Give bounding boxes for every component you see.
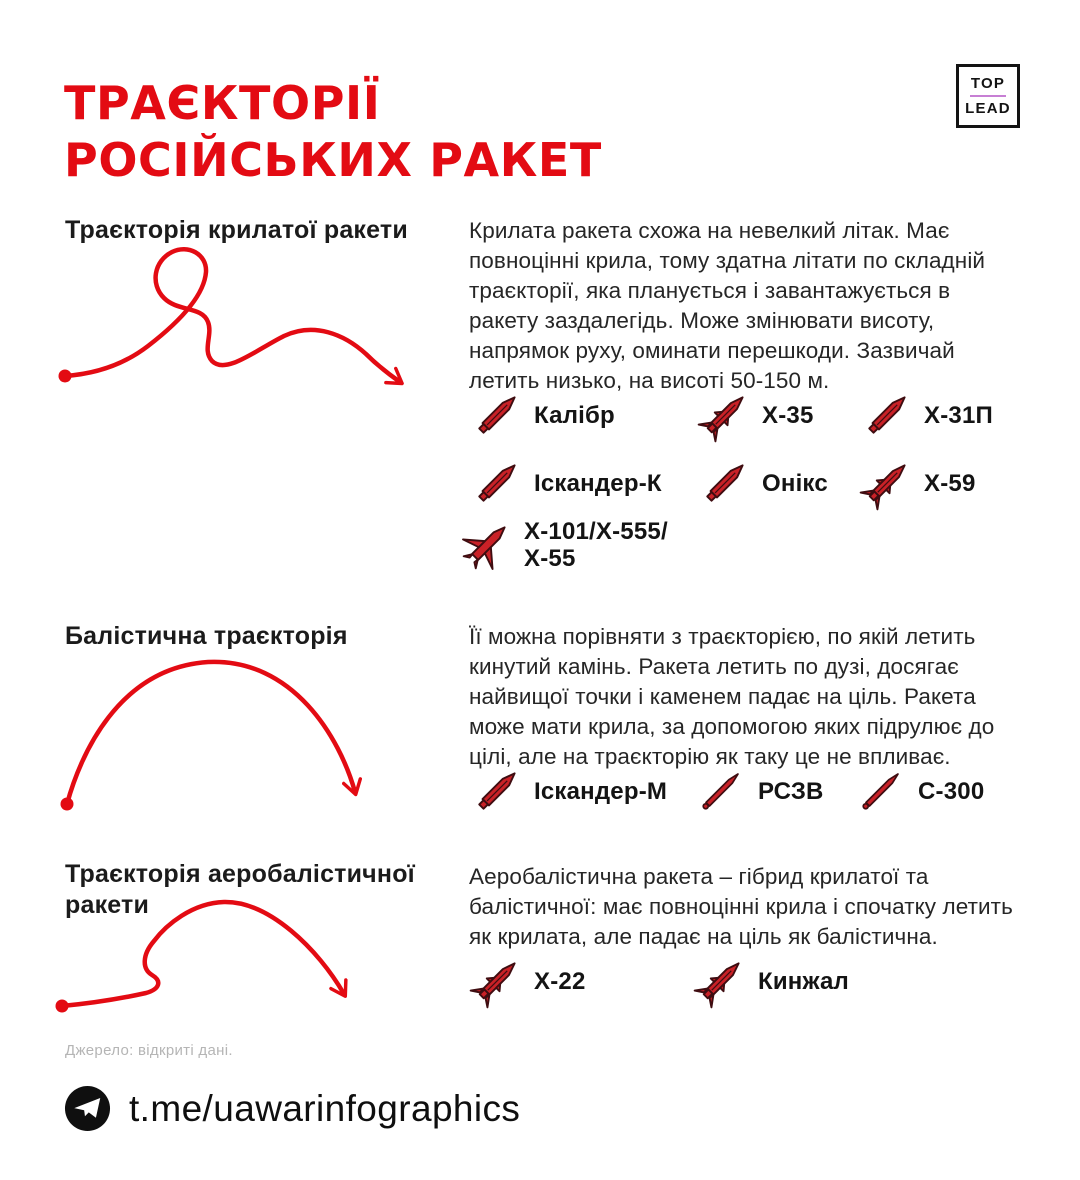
missile-item — [696, 384, 814, 446]
missile-name: РСЗВ — [758, 777, 824, 805]
missile-plain-icon — [468, 387, 525, 444]
toplead-logo — [956, 64, 1020, 128]
missile-plain-icon — [858, 387, 915, 444]
missile-item — [692, 760, 824, 822]
missile-name: Х-101/Х-555/Х-55 — [524, 518, 668, 572]
aeroballistic-trajectory-curve — [54, 893, 390, 1023]
page-title-line2: РОСІЙСЬКИХ РАКЕТ — [64, 132, 602, 187]
missile-finned-icon — [696, 387, 753, 444]
page-title — [64, 75, 602, 189]
missile-finned-icon — [858, 455, 915, 512]
telegram-icon — [64, 1085, 111, 1132]
missile-name: Іскандер-К — [534, 469, 662, 497]
source-note: Джерело: відкриті дані. — [65, 1042, 233, 1059]
section-heading-ballistic: Балістична траєкторія — [65, 621, 348, 650]
missile-plain-icon — [696, 455, 753, 512]
missile-item — [468, 950, 586, 1012]
missile-item — [468, 452, 662, 514]
toplead-logo-lead-text: LEAD — [965, 100, 1011, 117]
missile-item — [468, 384, 615, 446]
missile-item — [858, 452, 976, 514]
missile-name: Калібр — [534, 401, 615, 429]
missile-name: С-300 — [918, 777, 985, 805]
missile-name: Х-59 — [924, 469, 976, 497]
section-heading-aeroballistic: Траєкторія аеробалістичної ракети — [65, 859, 415, 919]
telegram-channel-handle[interactable]: t.me/uawarinfographics — [129, 1087, 521, 1129]
toplead-logo-top-text: TOP — [970, 75, 1006, 92]
missile-name: Онікс — [762, 469, 828, 497]
missile-thin-icon — [852, 763, 909, 820]
missile-name: Іскандер-М — [534, 777, 668, 805]
missile-item — [692, 950, 849, 1012]
missile-thin-icon — [692, 763, 749, 820]
missile-finned-icon — [692, 953, 749, 1010]
missile-name: Х-35 — [762, 401, 814, 429]
missile-item — [858, 384, 993, 446]
page-title-line1: ТРАЄКТОРІЇ — [64, 75, 381, 130]
toplead-logo-divider — [970, 95, 1006, 97]
section-heading-cruise: Траєкторія крилатої ракети — [65, 215, 408, 244]
section-description-ballistic: Її можна порівняти з траєкторією, по якій летить кинутий камінь. Ракета летить по дузі, досягає найвищої точки і каменем падає на ціль. Ракета може мати крила, за допомогою яких підрулює до цілі, але на траєкторію як таку це не впливає. — [469, 623, 995, 769]
telegram-channel-row[interactable] — [64, 1085, 520, 1132]
missile-item — [458, 514, 702, 576]
missile-item — [468, 760, 667, 822]
missile-item — [696, 452, 828, 514]
cruise-trajectory-curve — [56, 232, 428, 394]
missile-name: Х-22 — [534, 967, 586, 995]
missile-plain-icon — [468, 455, 525, 512]
missile-winged-icon — [458, 517, 515, 574]
missile-name: Кинжал — [758, 967, 850, 995]
missile-name: Х-31П — [924, 401, 993, 429]
missile-item — [852, 760, 984, 822]
ballistic-trajectory-curve — [58, 646, 388, 821]
section-description-cruise: Крилата ракета схожа на невелкий літак. Має повноцінні крила, тому здатна літати по складній траєкторії, яка планується і завантажується в ракету заздалегідь. Може змінювати висоту, напрямок руху, оминати перешкоди. Зазвичай летить низько, на висоті 50-150 м. — [469, 217, 986, 393]
missile-plain-icon — [468, 763, 525, 820]
section-description-aeroballistic: Аеробалістична ракета – гібрид крилатої та балістичної: має повноцінні крила і спочатку летить як крилата, але падає на ціль як балістична. — [469, 863, 1013, 949]
missile-finned-icon — [468, 953, 525, 1010]
